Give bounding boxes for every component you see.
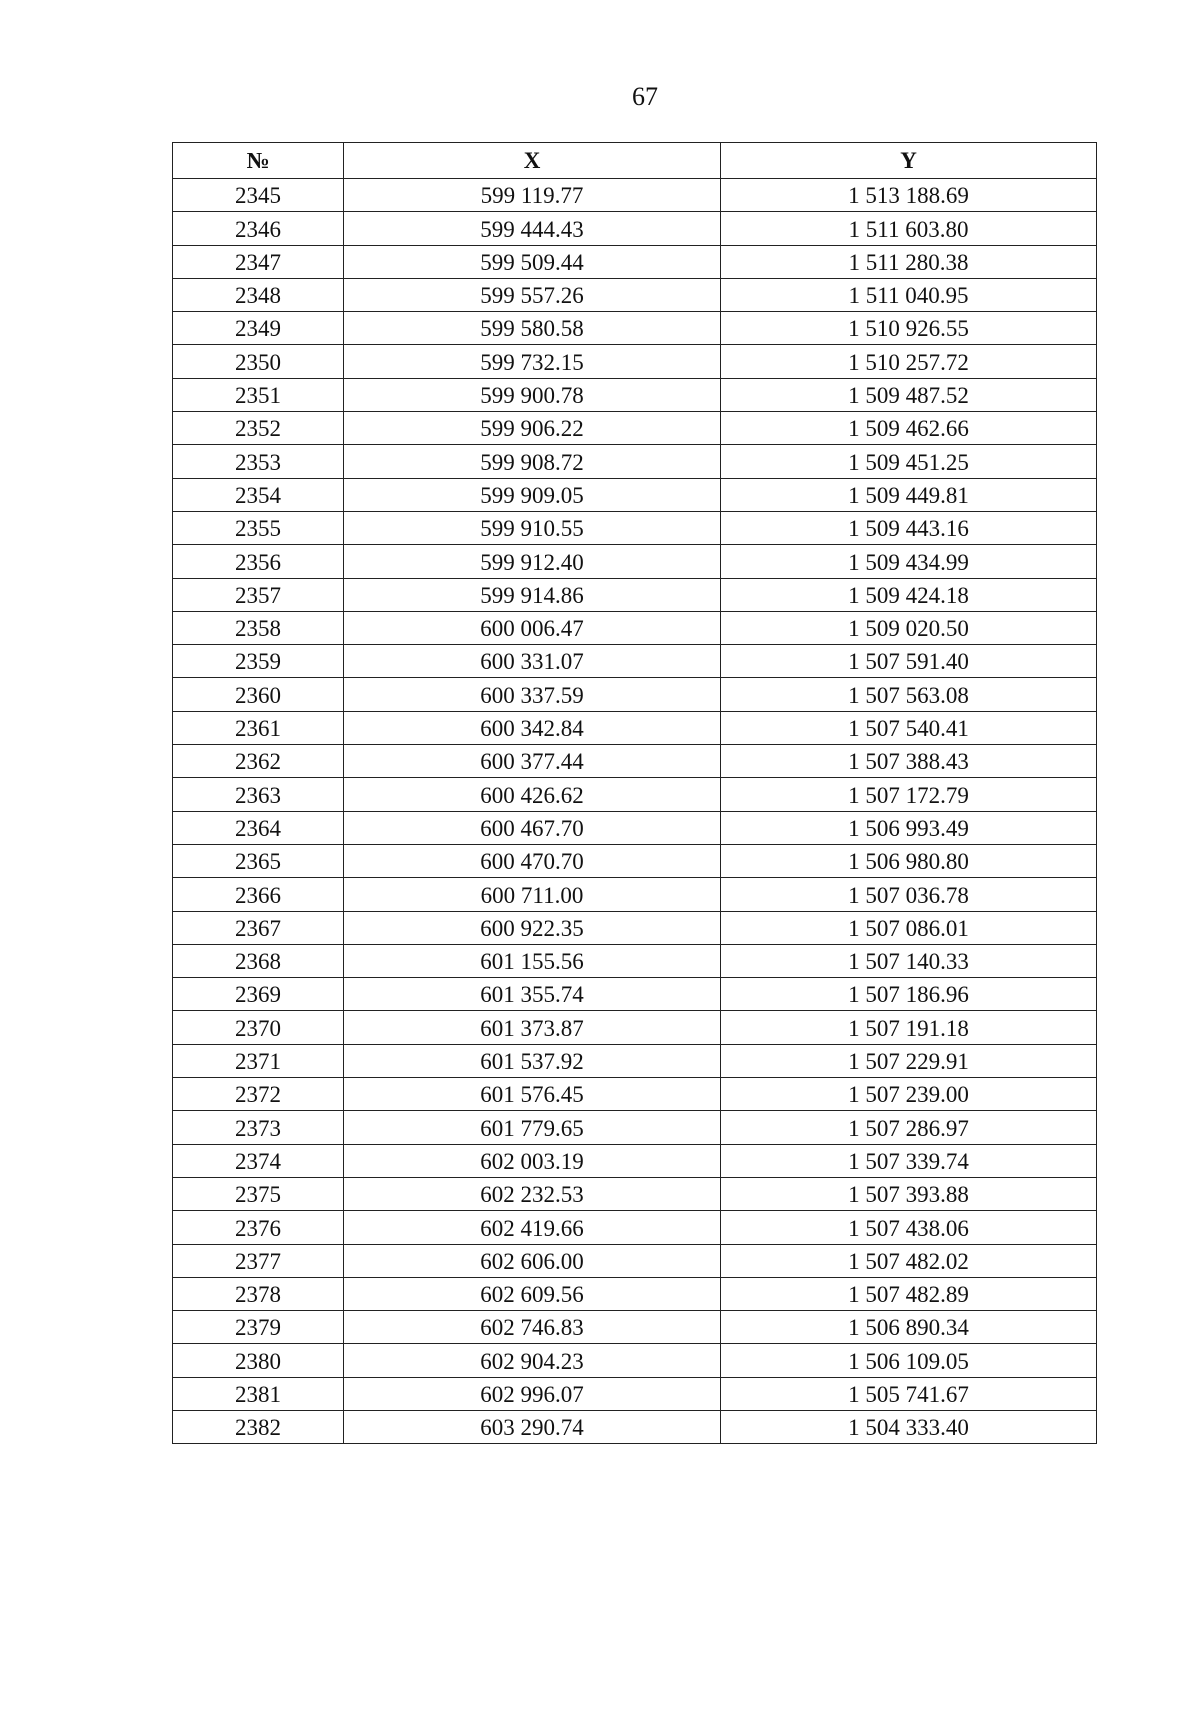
- cell-y: [721, 844, 1097, 877]
- cell-y-text: 1 513 188.69: [848, 183, 969, 209]
- cell-number-text: 2370: [235, 1015, 281, 1041]
- cell-y: [721, 312, 1097, 345]
- cell-x-text: 602 609.56: [480, 1282, 584, 1308]
- cell-x-text: 600 922.35: [480, 915, 584, 941]
- cell-y-text: 1 507 339.74: [848, 1148, 969, 1174]
- cell-number-text: 2356: [235, 549, 281, 575]
- cell-number: [173, 645, 344, 678]
- cell-number-text: 2380: [235, 1348, 281, 1374]
- table-row: [173, 1044, 1097, 1077]
- table-row: [173, 578, 1097, 611]
- cell-number: [173, 1144, 344, 1177]
- table-row: [173, 478, 1097, 511]
- table-row: [173, 1344, 1097, 1377]
- cell-number-text: 2360: [235, 682, 281, 708]
- cell-y: [721, 179, 1097, 212]
- cell-x: [344, 345, 721, 378]
- cell-number: [173, 1211, 344, 1244]
- cell-y: [721, 711, 1097, 744]
- cell-x: [344, 944, 721, 977]
- table-body: [173, 179, 1097, 1444]
- cell-x-text: 599 909.05: [480, 482, 584, 508]
- cell-x: [344, 1344, 721, 1377]
- cell-y: [721, 1410, 1097, 1443]
- cell-y-text: 1 507 286.97: [848, 1115, 969, 1141]
- cell-number-text: 2381: [235, 1381, 281, 1407]
- cell-y-text: 1 510 926.55: [848, 316, 969, 342]
- cell-y: [721, 1177, 1097, 1210]
- cell-y-text: 1 507 540.41: [848, 716, 969, 742]
- cell-x: [344, 1111, 721, 1144]
- cell-x: [344, 179, 721, 212]
- cell-y-text: 1 507 438.06: [848, 1215, 969, 1241]
- cell-number: [173, 578, 344, 611]
- cell-x: [344, 1277, 721, 1310]
- table-row: [173, 1410, 1097, 1443]
- cell-x-text: 602 996.07: [480, 1381, 584, 1407]
- cell-number: [173, 778, 344, 811]
- cell-y: [721, 445, 1097, 478]
- cell-x: [344, 1377, 721, 1410]
- cell-x: [344, 278, 721, 311]
- cell-number-text: 2350: [235, 349, 281, 375]
- cell-number: [173, 1277, 344, 1310]
- cell-number-text: 2345: [235, 183, 281, 209]
- cell-y-text: 1 505 741.67: [848, 1381, 969, 1407]
- cell-number-text: 2365: [235, 849, 281, 875]
- cell-x: [344, 1311, 721, 1344]
- cell-number-text: 2371: [235, 1049, 281, 1075]
- table-row: [173, 511, 1097, 544]
- cell-y-text: 1 509 451.25: [848, 449, 969, 475]
- cell-number: [173, 478, 344, 511]
- table-row: [173, 944, 1097, 977]
- cell-number: [173, 245, 344, 278]
- table-row: [173, 1144, 1097, 1177]
- table-row: [173, 811, 1097, 844]
- cell-number: [173, 1044, 344, 1077]
- table-row: [173, 645, 1097, 678]
- table-row: [173, 678, 1097, 711]
- table-row: [173, 179, 1097, 212]
- cell-y-text: 1 507 239.00: [848, 1082, 969, 1108]
- cell-x-text: 599 509.44: [480, 249, 584, 275]
- cell-number-text: 2354: [235, 482, 281, 508]
- cell-y: [721, 278, 1097, 311]
- cell-number: [173, 878, 344, 911]
- cell-x-text: 602 746.83: [480, 1315, 584, 1341]
- cell-x-text: 602 419.66: [480, 1215, 584, 1241]
- cell-x-text: 600 377.44: [480, 749, 584, 775]
- cell-x-text: 603 290.74: [480, 1415, 584, 1441]
- cell-x: [344, 1011, 721, 1044]
- cell-x-text: 599 914.86: [480, 582, 584, 608]
- cell-y-text: 1 509 020.50: [848, 616, 969, 642]
- table-row: [173, 1078, 1097, 1111]
- cell-number-text: 2361: [235, 716, 281, 742]
- cell-y-text: 1 511 040.95: [848, 283, 969, 309]
- column-header-number: №: [173, 143, 344, 179]
- cell-y: [721, 1377, 1097, 1410]
- cell-x-text: 599 908.72: [480, 449, 584, 475]
- cell-x: [344, 1177, 721, 1210]
- cell-number: [173, 212, 344, 245]
- cell-number: [173, 1111, 344, 1144]
- cell-y-text: 1 509 487.52: [848, 383, 969, 409]
- cell-y: [721, 1277, 1097, 1310]
- table-row: [173, 278, 1097, 311]
- cell-y-text: 1 509 443.16: [848, 516, 969, 542]
- cell-number-text: 2355: [235, 516, 281, 542]
- cell-y: [721, 911, 1097, 944]
- cell-y-text: 1 504 333.40: [848, 1415, 969, 1441]
- cell-y: [721, 1211, 1097, 1244]
- cell-x: [344, 312, 721, 345]
- cell-number-text: 2373: [235, 1115, 281, 1141]
- cell-number: [173, 378, 344, 411]
- cell-number-text: 2364: [235, 815, 281, 841]
- cell-y-text: 1 507 482.89: [848, 1282, 969, 1308]
- cell-y-text: 1 507 229.91: [848, 1049, 969, 1075]
- cell-y: [721, 245, 1097, 278]
- cell-number: [173, 278, 344, 311]
- cell-number: [173, 445, 344, 478]
- cell-x-text: 601 373.87: [480, 1015, 584, 1041]
- cell-x: [344, 844, 721, 877]
- cell-y-text: 1 511 603.80: [848, 216, 969, 242]
- cell-number-text: 2379: [235, 1315, 281, 1341]
- column-header-y: Y: [721, 143, 1097, 179]
- cell-x-text: 599 906.22: [480, 416, 584, 442]
- cell-number: [173, 678, 344, 711]
- cell-y: [721, 1078, 1097, 1111]
- cell-x: [344, 978, 721, 1011]
- cell-y-text: 1 511 280.38: [848, 249, 969, 275]
- cell-y: [721, 1011, 1097, 1044]
- cell-x-text: 601 537.92: [480, 1049, 584, 1075]
- cell-number-text: 2372: [235, 1082, 281, 1108]
- cell-y: [721, 1311, 1097, 1344]
- cell-x-text: 599 580.58: [480, 316, 584, 342]
- table-row: [173, 611, 1097, 644]
- cell-x-text: 601 355.74: [480, 982, 584, 1008]
- cell-number: [173, 911, 344, 944]
- cell-number: [173, 1311, 344, 1344]
- cell-number: [173, 1177, 344, 1210]
- cell-x: [344, 478, 721, 511]
- cell-number-text: 2367: [235, 915, 281, 941]
- cell-y-text: 1 506 109.05: [848, 1348, 969, 1374]
- cell-x-text: 599 444.43: [480, 216, 584, 242]
- cell-y: [721, 378, 1097, 411]
- cell-number-text: 2375: [235, 1182, 281, 1208]
- cell-number-text: 2377: [235, 1248, 281, 1274]
- cell-x-text: 599 900.78: [480, 383, 584, 409]
- cell-number: [173, 511, 344, 544]
- cell-x-text: 600 342.84: [480, 716, 584, 742]
- cell-y: [721, 778, 1097, 811]
- table-row: [173, 778, 1097, 811]
- cell-y: [721, 578, 1097, 611]
- cell-y-text: 1 507 086.01: [848, 915, 969, 941]
- column-header-x: X: [344, 143, 721, 179]
- cell-number: [173, 179, 344, 212]
- cell-number: [173, 844, 344, 877]
- cell-number-text: 2347: [235, 249, 281, 275]
- table-row: [173, 1177, 1097, 1210]
- cell-x: [344, 878, 721, 911]
- cell-y: [721, 811, 1097, 844]
- cell-number: [173, 611, 344, 644]
- cell-y-text: 1 509 434.99: [848, 549, 969, 575]
- table-row: [173, 445, 1097, 478]
- cell-y: [721, 978, 1097, 1011]
- cell-x-text: 602 904.23: [480, 1348, 584, 1374]
- cell-x-text: 602 606.00: [480, 1248, 584, 1274]
- cell-y: [721, 511, 1097, 544]
- cell-x-text: 600 470.70: [480, 849, 584, 875]
- cell-number-text: 2382: [235, 1415, 281, 1441]
- cell-x: [344, 378, 721, 411]
- cell-y-text: 1 507 388.43: [848, 749, 969, 775]
- cell-x: [344, 511, 721, 544]
- table-row: [173, 844, 1097, 877]
- cell-x-text: 599 732.15: [480, 349, 584, 375]
- cell-number: [173, 1410, 344, 1443]
- cell-x-text: 600 711.00: [480, 882, 584, 908]
- table-row: [173, 1011, 1097, 1044]
- cell-x-text: 600 337.59: [480, 682, 584, 708]
- cell-y: [721, 645, 1097, 678]
- cell-number-text: 2363: [235, 782, 281, 808]
- cell-x-text: 600 331.07: [480, 649, 584, 675]
- cell-x-text: 602 003.19: [480, 1148, 584, 1174]
- page-number: 67: [632, 82, 658, 111]
- cell-y-text: 1 507 191.18: [848, 1015, 969, 1041]
- cell-x-text: 602 232.53: [480, 1182, 584, 1208]
- cell-x: [344, 678, 721, 711]
- cell-number-text: 2357: [235, 582, 281, 608]
- table-row: [173, 1311, 1097, 1344]
- coordinates-table: [172, 142, 1097, 1444]
- cell-y: [721, 878, 1097, 911]
- cell-y-text: 1 509 449.81: [848, 482, 969, 508]
- cell-x-text: 599 910.55: [480, 516, 584, 542]
- cell-y-text: 1 507 591.40: [848, 649, 969, 675]
- table-header-row: [173, 143, 1097, 179]
- cell-number-text: 2348: [235, 283, 281, 309]
- cell-y-text: 1 507 393.88: [848, 1182, 969, 1208]
- table-row: [173, 911, 1097, 944]
- cell-y: [721, 345, 1097, 378]
- table-row: [173, 545, 1097, 578]
- cell-number-text: 2362: [235, 749, 281, 775]
- table-row: [173, 412, 1097, 445]
- cell-x: [344, 711, 721, 744]
- cell-y: [721, 1344, 1097, 1377]
- cell-x: [344, 445, 721, 478]
- cell-x: [344, 212, 721, 245]
- cell-number: [173, 545, 344, 578]
- cell-y-text: 1 507 186.96: [848, 982, 969, 1008]
- cell-y-text: 1 507 172.79: [848, 782, 969, 808]
- table-row: [173, 1277, 1097, 1310]
- cell-y-text: 1 506 993.49: [848, 815, 969, 841]
- cell-x-text: 600 006.47: [480, 616, 584, 642]
- cell-x: [344, 578, 721, 611]
- cell-number-text: 2374: [235, 1148, 281, 1174]
- table-row: [173, 878, 1097, 911]
- cell-x: [344, 1244, 721, 1277]
- cell-y-text: 1 506 890.34: [848, 1315, 969, 1341]
- cell-number-text: 2349: [235, 316, 281, 342]
- cell-x: [344, 245, 721, 278]
- cell-number: [173, 1078, 344, 1111]
- cell-y: [721, 212, 1097, 245]
- cell-x: [344, 1078, 721, 1111]
- table-row: [173, 745, 1097, 778]
- cell-x: [344, 1044, 721, 1077]
- cell-number: [173, 412, 344, 445]
- cell-number: [173, 711, 344, 744]
- cell-x: [344, 811, 721, 844]
- cell-y-text: 1 510 257.72: [848, 349, 969, 375]
- cell-y: [721, 412, 1097, 445]
- cell-number: [173, 811, 344, 844]
- cell-number-text: 2351: [235, 383, 281, 409]
- cell-x-text: 601 155.56: [480, 949, 584, 975]
- cell-y: [721, 611, 1097, 644]
- cell-number: [173, 312, 344, 345]
- cell-y: [721, 678, 1097, 711]
- cell-x-text: 599 912.40: [480, 549, 584, 575]
- cell-y-text: 1 507 036.78: [848, 882, 969, 908]
- cell-number: [173, 745, 344, 778]
- table-row: [173, 1244, 1097, 1277]
- cell-number-text: 2368: [235, 949, 281, 975]
- cell-y: [721, 1244, 1097, 1277]
- cell-number-text: 2353: [235, 449, 281, 475]
- cell-number-text: 2369: [235, 982, 281, 1008]
- cell-y-text: 1 507 140.33: [848, 949, 969, 975]
- cell-x-text: 599 119.77: [480, 183, 584, 209]
- cell-number-text: 2352: [235, 416, 281, 442]
- cell-y: [721, 545, 1097, 578]
- cell-number: [173, 978, 344, 1011]
- cell-x: [344, 611, 721, 644]
- cell-x: [344, 778, 721, 811]
- table-row: [173, 1211, 1097, 1244]
- cell-x: [344, 412, 721, 445]
- cell-x: [344, 545, 721, 578]
- cell-y: [721, 1144, 1097, 1177]
- cell-y-text: 1 506 980.80: [848, 849, 969, 875]
- cell-y-text: 1 507 563.08: [848, 682, 969, 708]
- cell-x-text: 601 779.65: [480, 1115, 584, 1141]
- cell-number-text: 2358: [235, 616, 281, 642]
- cell-number: [173, 944, 344, 977]
- cell-number: [173, 1377, 344, 1410]
- table-row: [173, 245, 1097, 278]
- table-row: [173, 345, 1097, 378]
- cell-number: [173, 1011, 344, 1044]
- table-row: [173, 978, 1097, 1011]
- table-row: [173, 312, 1097, 345]
- cell-number-text: 2359: [235, 649, 281, 675]
- cell-x-text: 600 467.70: [480, 815, 584, 841]
- table-row: [173, 1377, 1097, 1410]
- cell-number-text: 2378: [235, 1282, 281, 1308]
- table-row: [173, 711, 1097, 744]
- cell-number: [173, 1244, 344, 1277]
- cell-y-text: 1 509 462.66: [848, 416, 969, 442]
- cell-number-text: 2346: [235, 216, 281, 242]
- cell-y-text: 1 509 424.18: [848, 582, 969, 608]
- cell-y: [721, 478, 1097, 511]
- table-row: [173, 212, 1097, 245]
- cell-number-text: 2366: [235, 882, 281, 908]
- cell-number: [173, 345, 344, 378]
- cell-x: [344, 645, 721, 678]
- cell-number: [173, 1344, 344, 1377]
- table-row: [173, 378, 1097, 411]
- cell-x: [344, 911, 721, 944]
- cell-x-text: 601 576.45: [480, 1082, 584, 1108]
- cell-y: [721, 1044, 1097, 1077]
- cell-x: [344, 1410, 721, 1443]
- cell-y-text: 1 507 482.02: [848, 1248, 969, 1274]
- cell-y: [721, 745, 1097, 778]
- cell-x: [344, 1211, 721, 1244]
- cell-y: [721, 1111, 1097, 1144]
- cell-number-text: 2376: [235, 1215, 281, 1241]
- cell-x: [344, 745, 721, 778]
- cell-x: [344, 1144, 721, 1177]
- table-row: [173, 1111, 1097, 1144]
- cell-x-text: 599 557.26: [480, 283, 584, 309]
- cell-x-text: 600 426.62: [480, 782, 584, 808]
- cell-y: [721, 944, 1097, 977]
